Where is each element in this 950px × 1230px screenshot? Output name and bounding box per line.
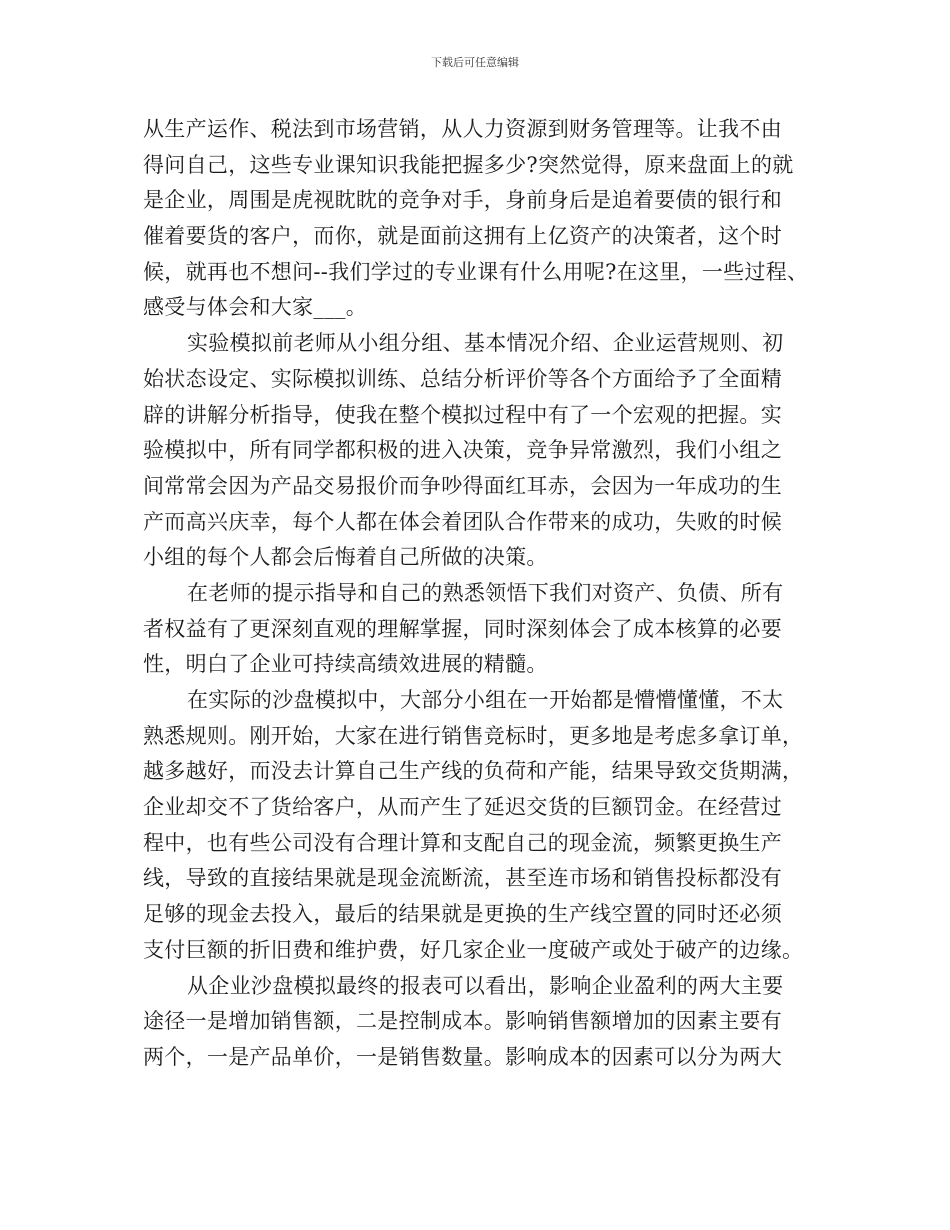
text-line: 辟的讲解分析指导，使我在整个模拟过程中有了一个宏观的把握。实 — [143, 402, 782, 427]
text-line: 两个，一是产品单价，一是销售数量。影响成本的因素可以分为两大 — [143, 1044, 782, 1069]
text-line: 催着要货的客户，而你，就是面前这拥有上亿资产的决策者，这个时 — [143, 224, 782, 249]
text-line: 程中，也有些公司没有合理计算和支配自己的现金流，频繁更换生产 — [143, 830, 782, 855]
text-line: 途径一是增加销售额，二是控制成本。影响销售额增加的因素主要有 — [143, 1009, 782, 1034]
text-line: 从生产运作、税法到市场营销，从人力资源到财务管理等。让我不由 — [143, 117, 782, 141]
text-line: 始状态设定、实际模拟训练、总结分析评价等各个方面给予了全面精 — [143, 366, 782, 391]
text-line: 支付巨额的折旧费和维护费，好几家企业一度破产或处于破产的边缘。 — [143, 937, 804, 962]
text-line: 者权益有了更深刻直观的理解掌握，同时深刻体会了成本核算的必要 — [143, 616, 782, 641]
text-line: 小组的每个人都会后悔着自己所做的决策。 — [143, 545, 548, 570]
text-line: 感受与体会和大家___。 — [143, 295, 368, 320]
text-line: 熟悉规则。刚开始，大家在进行销售竞标时，更多地是考虑多拿订单， — [143, 723, 804, 748]
text-line: 足够的现金去投入，最后的结果就是更换的生产线空置的同时还必须 — [143, 902, 782, 927]
paragraph-first-line: 实验模拟前老师从小组分组、基本情况介绍、企业运营规则、初 — [187, 331, 784, 356]
paragraph-first-line: 从企业沙盘模拟最终的报表可以看出，影响企业盈利的两大主要 — [187, 973, 784, 998]
text-line: 得问自己，这些专业课知识我能把握多少?突然觉得，原来盘面上的就 — [143, 152, 794, 177]
text-line: 产而高兴庆幸，每个人都在体会着团队合作带来的成功，失败的时候 — [143, 509, 782, 534]
text-line: 间常常会因为产品交易报价而争吵得面红耳赤，会因为一年成功的生 — [143, 473, 782, 498]
text-line: 是企业，周围是虎视眈眈的竞争对手，身前身后是追着要债的银行和 — [143, 188, 782, 213]
document-body — [143, 112, 823, 1076]
paragraph-first-line: 在老师的提示指导和自己的熟悉领悟下我们对资产、负债、所有 — [187, 580, 784, 605]
text-line: 线，导致的直接结果就是现金流断流，甚至连市场和销售投标都没有 — [143, 866, 782, 891]
text-line: 企业却交不了货给客户，从而产生了延迟交货的巨额罚金。在经营过 — [143, 795, 782, 820]
text-line: 验模拟中，所有同学都积极的进入决策，竞争异常激烈，我们小组之 — [143, 438, 782, 463]
text-line: 性，明白了企业可持续高绩效进展的精髓。 — [143, 652, 548, 677]
paragraph-first-line: 在实际的沙盘模拟中，大部分小组在一开始都是懵懵懂懂，不太 — [187, 688, 784, 712]
page-header: 下载后可任意编辑 — [431, 56, 519, 69]
text-line: 越多越好，而没去计算自己生产线的负荷和产能，结果导致交货期满， — [143, 759, 804, 784]
text-line: 候，就再也不想问--我们学过的专业课有什么用呢?在这里，一些过程、 — [143, 259, 809, 284]
